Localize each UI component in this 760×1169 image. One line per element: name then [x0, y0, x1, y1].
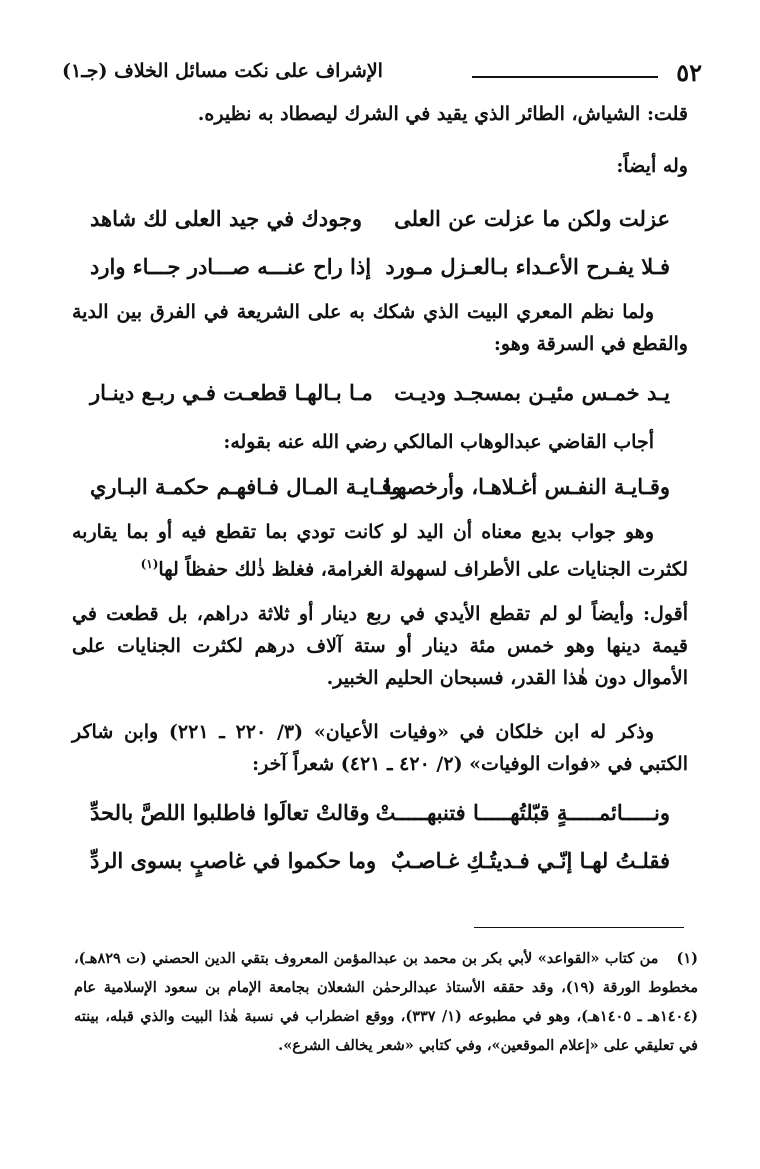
page-number: ٥٢ [676, 58, 702, 87]
verse-2-first-hemistich: فـلا يفـرح الأعـداء بـالعـزل مـورد [385, 254, 670, 279]
verse-6-second-hemistich: وما حكموا في غاصبٍ بسوى الردِّ [90, 848, 377, 873]
verse-1-second-hemistich: وجودك في جيد العلى لك شاهد [90, 206, 363, 231]
verse-6 [90, 848, 670, 882]
header-rule [472, 76, 658, 78]
verse-2-second-hemistich: إذا راح عنـــه صـــادر جـــاء وارد [90, 254, 372, 279]
verse-4-second-hemistich: وقـايـة المـال فـافهـم حكمـة البـاري [90, 474, 402, 499]
footnote-reference: (١) [140, 557, 159, 571]
footnote-separator [474, 927, 684, 928]
running-head: الإشراف على نكت مسائل الخلاف (جـ١) [62, 60, 383, 82]
footnote [74, 944, 698, 1060]
verse-3-second-hemistich: مـا بـالهـا قطعـت فـي ربـع دينـار [90, 380, 373, 405]
page-header [62, 54, 702, 94]
footnote-text: من كتاب «القواعد» لأبي بكر بن محمد بن عبدالمؤمن المعروف بتقي الدين الحصني (ت ٨٢٩هـ)، مخطوط الورقة (١٩)، وقد حققه الأستاذ عبدالرحمٰن الشعلان بجامعة الإمام بن سعود الإسلامية عام (١٤٠٤هـ ـ ١٤٠٥هـ)، وهو في مطبوعه (١/ ٣٣٧)، ووقع اضطراب في نسبة هٰذا البيت والذي قبله، بينته في تعليقي على «إعلام الموقعين»، وفي كتابي «شعر يخالف الشرع». [74, 950, 699, 1054]
paragraph-5-text: وهو جواب بديع معناه أن اليد لو كانت تودي بما تقطع فيه أو بما يقاربه لكثرت الجنايات على الأطراف لسهولة الغرامة، فغلظ ذٰلك حفظاً لها [72, 521, 688, 581]
paragraph-3: ولما نظم المعري البيت الذي شكك به على الشريعة في الفرق بين الدية والقطع في السرقة وهو: [72, 301, 688, 355]
footnote-number: (١) [676, 950, 698, 967]
verse-6-first-hemistich: فقلـتُ لهـا إنّـي فـديتُـكِ غـاصـبٌ [391, 848, 670, 873]
verse-1-first-hemistich: عزلت ولكن ما عزلت عن العلى [394, 206, 670, 231]
verse-3-first-hemistich: يـد خمـس مئيـن بمسجـد وديـت [394, 380, 670, 405]
verse-5 [90, 800, 670, 834]
verse-1 [90, 206, 670, 240]
verse-2 [90, 254, 670, 288]
verse-4-first-hemistich: وقـايـة النفـس أغـلاهـا، وأرخصهـا [384, 474, 670, 499]
verse-4 [90, 474, 670, 508]
verse-3 [90, 380, 670, 414]
verse-5-second-hemistich: وقالتْ تعالَوا فاطلبوا اللصَّ بالحدِّ [90, 800, 370, 825]
paragraph-4: أجاب القاضي عبدالوهاب المالكي رضي الله عنه بقوله: [223, 431, 654, 453]
paragraph-6: أقول: وأيضاً لو لم تقطع الأيدي في ربع دينار أو ثلاثة دراهم، بل قطعت في قيمة دينها وهو خمس مئة دينار أو ستة آلاف درهم لكثرت الجنايات على الأموال دون هٰذا القدر، فسبحان الحليم الخبير. [72, 603, 688, 689]
paragraph-1: قلت: الشياش، الطائر الذي يقيد في الشرك ليصطاد به نظيره. [197, 103, 688, 125]
verse-5-first-hemistich: ونـــــائمـــــةٍ قبّلتُهـــــا فتنبهـــــتْ [375, 800, 670, 825]
paragraph-2: وله أيضاً: [616, 155, 688, 177]
paragraph-5 [72, 516, 688, 585]
paragraph-7: وذكر له ابن خلكان في «وفيات الأعيان» (٣/ ٢٢٠ ـ ٢٢١) وابن شاكر الكتبي في «فوات الوفيات» (٢/ ٤٢٠ ـ ٤٢١) شعراً آخر: [72, 721, 688, 775]
